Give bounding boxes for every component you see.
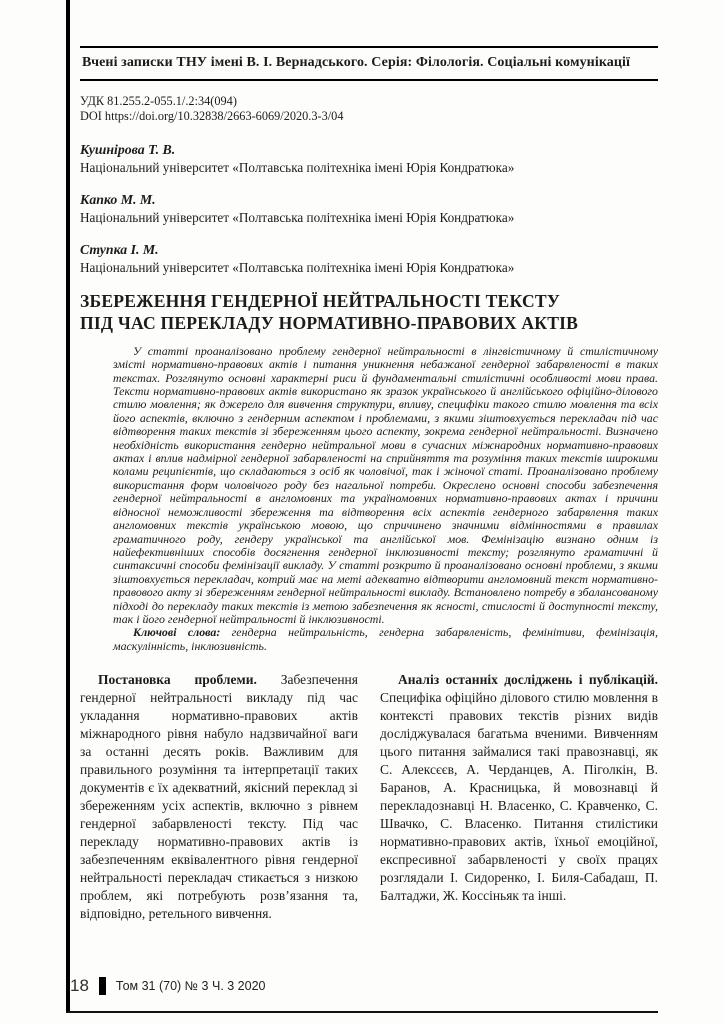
authors-list	[80, 141, 658, 276]
article-title-line2: ПІД ЧАС ПЕРЕКЛАДУ НОРМАТИВНО-ПРАВОВИХ АКТІВ	[80, 313, 579, 334]
bottom-page-edge-rule	[66, 1011, 658, 1013]
abstract-text: У статті проаналізовано проблему гендерної нейтральності в лінгвістичному й стилістичному змісті нормативно-правових актів і питання уникнення небажаної гендерної забарвленості в таких текстах. Розглянуто основні характерні риси й фундаментальні стилістичні особливості мови права. Тексти нормативно-правових актів використано як зразок українського й англійського офіційно-ділового стилю мовлення; як джерело для вивчення структури, впливу, специфіки такого стилю мовлення та всіх його аспектів, включно з гендерним аспектом і проблемами, з якими зіштовхується перекладач під час відтворення таких текстів зі збереженням цього аспекту, зокрема гендерної нейтральності. Визначено необхідність використання гендерно нейтральної мови в сучасних міжнародних нормативно-правових актах і вплив надмірної гендерної забарвленості на сприйняття та розуміння таких текстів широкими колами реципієнтів, що складаються з осіб як чоловічої, так і жіночої статі. Проаналізовано проблему використання форм чоловічого роду без нагальної потреби. Окреслено основні способи забезпечення гендерної нейтральності в англомовних та україномовних нормативно-правових актах і причини відносної неможливості збереження та відтворення всіх аспектів гендерного забарвлення таких англомовних текстів українською мовою, що спричинено значними відмінностями в правилах граматичного роду, гендеру української та англійської мов. Фемінізацію визнано одним із найефективніших способів досягнення гендерної інклюзивності тексту; розглянуто граматичні й синтаксичні способи фемінізації викладу. У статті розкрито й проаналізовано основні проблеми, з якими зіштовхується перекладач, котрий має на меті адекватно відтворити англомовний текст нормативно-правового акту зі збереженням гендерної нейтральності викладу. Встановлено потребу в збалансованому підході до перекладу таких текстів із метою забезпечення як ясності, стислості й доступності тексту, так і його гендерної нейтральності й інклюзивності.	[113, 343, 658, 626]
page-footer	[70, 976, 266, 996]
recent-research-paragraph	[380, 671, 658, 905]
udc-number: УДК 81.255.2-055.1/.2:34(094)	[80, 94, 237, 108]
page-content	[80, 46, 658, 923]
article-meta	[80, 94, 658, 125]
left-column	[80, 671, 358, 923]
article-title	[80, 290, 658, 335]
doi-line: DOI https://doi.org/10.32838/2663-6069/2020.3-3/04	[80, 109, 344, 124]
abstract-section	[113, 345, 658, 653]
author-block	[80, 241, 658, 276]
article-title-line1: ЗБЕРЕЖЕННЯ ГЕНДЕРНОЇ НЕЙТРАЛЬНОСТІ ТЕКСТУ	[80, 290, 560, 311]
problem-statement-paragraph	[80, 671, 358, 923]
author-affiliation: Національний університет «Полтавська політехніка імені Юрія Кондратюка»	[80, 159, 515, 175]
journal-header: Вчені записки ТНУ імені В. І. Вернадського. Серія: Філологія. Соціальні комунікації	[80, 46, 658, 81]
keywords-label: Ключові слова:	[133, 625, 221, 640]
author-block	[80, 141, 658, 176]
keywords-line	[113, 626, 658, 653]
author-name: Кушнірова Т. В.	[80, 141, 176, 157]
author-block	[80, 191, 658, 226]
volume-info: Том 31 (70) № 3 Ч. 3 2020	[115, 979, 266, 993]
left-print-rule	[66, 0, 70, 1013]
two-column-body	[80, 671, 658, 923]
right-column	[380, 671, 658, 923]
author-affiliation: Національний університет «Полтавська політехніка імені Юрія Кондратюка»	[80, 209, 515, 225]
footer-square-marker	[99, 977, 106, 995]
page-number: 18	[70, 976, 89, 995]
problem-statement-heading: Постановка проблеми.	[98, 672, 257, 688]
recent-research-text: Специфіка офіційно ділового стилю мовлення в контексті правових текстів різних видів досліджувалася багатьма вченими. Вивченням цього питання займалися такі правознавці, як С. Алексєєв, А. Черданцев, А. Піголкін, В. Баранов, А. Красницька, й мовознавці й перекладознавці Н. Власенко, С. Кравченко, С. Швачко, С. Власенко. Питання стилістики нормативно-правових актів, їхньої емоційної, експресивної забарвленості у своїх працях розглядали І. Сидоренко, І. Биля-Сабадаш, П. Балтаджи, Ж. Коссіньяк та інші.	[380, 690, 658, 904]
author-name: Ступка І. М.	[80, 241, 159, 257]
author-affiliation: Національний університет «Полтавська політехніка імені Юрія Кондратюка»	[80, 259, 515, 275]
problem-statement-text: Забезпечення гендерної нейтральності викладу під час укладання нормативно-правових актів міжнародного рівня набуло надзвичайної ваги за останні десять років. Важливим для правильного розуміння та інтерпретації таких документів є їх адекватний, якісний переклад зі збереженням усіх аспектів, включно з рівнем гендерної забарвленості тексту. Під час перекладу нормативно-правових актів із забезпеченням еквівалентного рівня гендерної нейтральності перекладач стикається з низкою проблем, які потребують розв’язання та, відповідно, ретельного вивчення.	[80, 672, 358, 922]
author-name: Капко М. М.	[80, 191, 156, 207]
recent-research-heading: Аналіз останніх досліджень і публікацій.	[398, 672, 658, 688]
keywords-text: гендерна нейтральність, гендерна забарвленість, фемінітиви, фемінізація, маскулінність, інклюзивність.	[113, 625, 658, 653]
